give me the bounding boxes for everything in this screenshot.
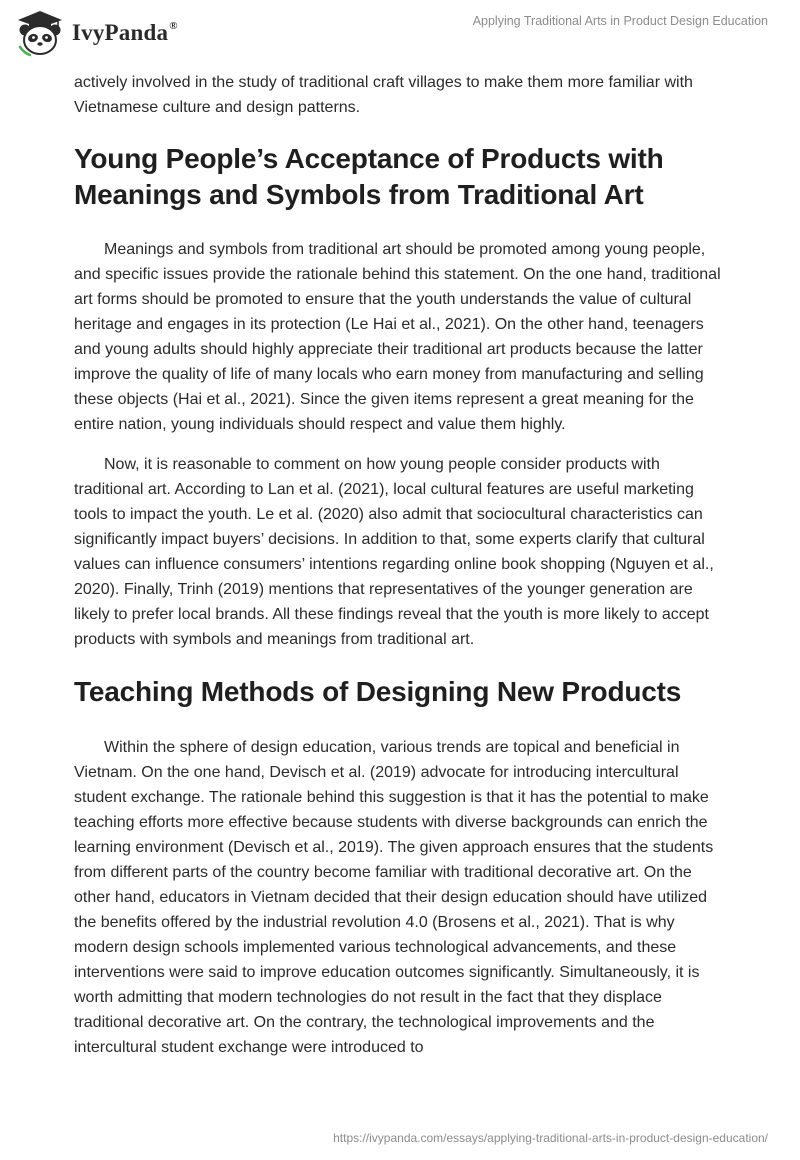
paragraph: Now, it is reasonable to comment on how young people consider products with traditional art. According to Lan et al. (2021), local cultural features are useful marketing tools to impact the youth. Le et al. (2020) also admit that sociocultural characteristics can significantly impact buyers’ decisions. In addition to that, some experts clarify that cultural values can influence consumers’ intentions regarding online book shopping (Nguyen et al., 2020). Finally, Trinh (2019) mentions that representatives of the younger generation are likely to prefer local brands. All these findings reveal that the youth is more likely to accept products with symbols and meanings from traditional art.: [74, 456, 714, 648]
source-url[interactable]: https://ivypanda.com/essays/applying-traditional-arts-in-product-design-education/: [333, 1131, 768, 1145]
panda-graduate-icon: [14, 9, 66, 57]
ivypanda-logo[interactable]: [14, 8, 178, 58]
paragraph: Meanings and symbols from traditional art should be promoted among young people, and specific issues provide the rationale behind this statement. On the one hand, traditional art forms should be promoted to ensure that the youth understands the value of cultural heritage and engages in its protection (Le Hai et al., 2021). On the other hand, teenagers and young adults should highly appreciate their traditional art products because the latter improve the quality of life of many locals who earn money from manufacturing and selling these objects (Hai et al., 2021). Since the given items represent a great meaning for the entire nation, young individuals should respect and value them highly.: [74, 241, 721, 433]
trademark-mark: ®: [169, 20, 178, 32]
document-title: Applying Traditional Arts in Product Design Education: [472, 14, 768, 28]
paragraph: Within the sphere of design education, various trends are topical and beneficial in Vietnam. On the one hand, Devisch et al. (2019) advocate for introducing intercultural student exchange. The rationale behind this suggestion is that it has the potential to make teaching efforts more effective because students with diverse backgrounds can enrich the learning environment (Devisch et al., 2019). The given approach ensures that the students from different parts of the country become familiar with traditional decorative art. On the other hand, educators in Vietnam decided that their design education should have utilized the benefits offered by the industrial revolution 4.0 (Brosens et al., 2021). That is why modern design schools implemented various technological advancements, and these interventions were said to improve education outcomes significantly. Simultaneously, it is worth admitting that modern technologies do not result in the fact that they displace traditional decorative art. On the contrary, the technological improvements and the intercultural student exchange were introduced to: [74, 739, 714, 1056]
essay-content: [74, 70, 726, 1060]
brand-name: IvyPanda®: [72, 20, 178, 45]
section-heading-youth-acceptance: Young People’s Acceptance of Products with Meanings and Symbols from Traditional Art: [74, 143, 664, 210]
section-heading-teaching-methods: Teaching Methods of Designing New Products: [74, 676, 682, 707]
page-header: [0, 0, 800, 66]
intro-paragraph: actively involved in the study of traditional craft villages to make them more familiar with Vietnamese culture and design patterns.: [74, 74, 693, 116]
